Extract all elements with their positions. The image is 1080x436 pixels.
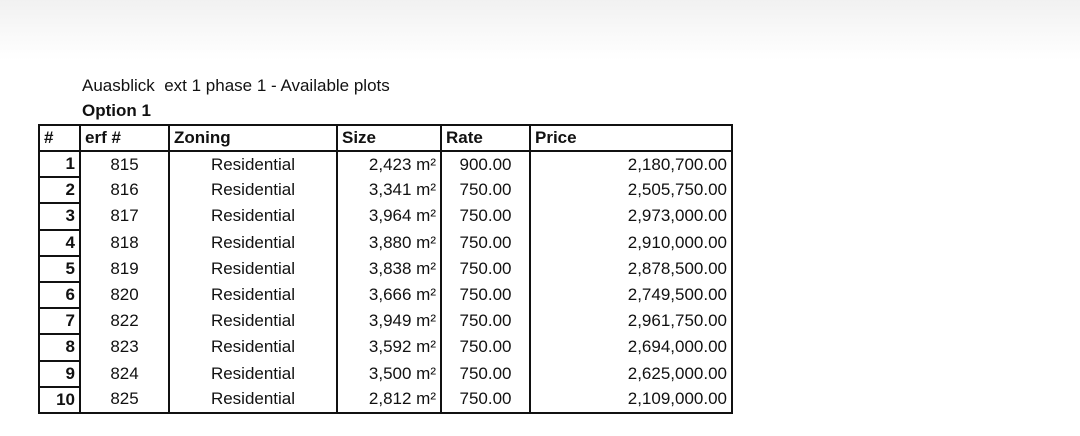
cell-price: 2,505,750.00: [530, 177, 732, 203]
table-body: [39, 151, 732, 413]
table-row: [39, 334, 732, 360]
cell-number: 1: [39, 151, 80, 177]
cell-rate: 750.00: [441, 387, 530, 413]
cell-erf: 822: [80, 308, 169, 334]
cell-rate: 750.00: [441, 177, 530, 203]
option-heading: Option 1: [82, 101, 151, 120]
cell-erf: 819: [80, 256, 169, 282]
cell-size: 3,341 m²: [337, 177, 441, 203]
cell-zoning: Residential: [169, 387, 337, 413]
table-row: [39, 203, 732, 229]
cell-zoning: Residential: [169, 177, 337, 203]
table-header-row: [39, 125, 732, 151]
table-row: [39, 308, 732, 334]
cell-size: 3,666 m²: [337, 282, 441, 308]
header-price: Price: [530, 125, 732, 151]
cell-price: 2,973,000.00: [530, 203, 732, 229]
cell-zoning: Residential: [169, 256, 337, 282]
cell-rate: 750.00: [441, 256, 530, 282]
cell-number: 8: [39, 334, 80, 360]
cell-number: 9: [39, 361, 80, 387]
cell-price: 2,694,000.00: [530, 334, 732, 360]
cell-number: 2: [39, 177, 80, 203]
table-row: [39, 151, 732, 177]
cell-erf: 818: [80, 230, 169, 256]
cell-zoning: Residential: [169, 361, 337, 387]
cell-size: 3,592 m²: [337, 334, 441, 360]
background-band: [0, 0, 1080, 60]
cell-size: 2,812 m²: [337, 387, 441, 413]
cell-size: 3,964 m²: [337, 203, 441, 229]
table-row: [39, 282, 732, 308]
cell-erf: 823: [80, 334, 169, 360]
document-title: Auasblick ext 1 phase 1 - Available plots: [82, 76, 390, 95]
table-row: [39, 387, 732, 413]
cell-rate: 750.00: [441, 203, 530, 229]
table-row: [39, 361, 732, 387]
cell-rate: 900.00: [441, 151, 530, 177]
header-erf: erf #: [80, 125, 169, 151]
cell-size: 3,500 m²: [337, 361, 441, 387]
cell-erf: 820: [80, 282, 169, 308]
cell-erf: 816: [80, 177, 169, 203]
cell-price: 2,109,000.00: [530, 387, 732, 413]
header-rate: Rate: [441, 125, 530, 151]
cell-erf: 817: [80, 203, 169, 229]
cell-rate: 750.00: [441, 334, 530, 360]
cell-erf: 825: [80, 387, 169, 413]
cell-number: 3: [39, 203, 80, 229]
cell-zoning: Residential: [169, 230, 337, 256]
cell-price: 2,180,700.00: [530, 151, 732, 177]
cell-price: 2,625,000.00: [530, 361, 732, 387]
cell-rate: 750.00: [441, 230, 530, 256]
cell-size: 3,949 m²: [337, 308, 441, 334]
cell-price: 2,878,500.00: [530, 256, 732, 282]
cell-price: 2,749,500.00: [530, 282, 732, 308]
header-size: Size: [337, 125, 441, 151]
cell-zoning: Residential: [169, 151, 337, 177]
cell-erf: 815: [80, 151, 169, 177]
cell-zoning: Residential: [169, 203, 337, 229]
cell-size: 3,838 m²: [337, 256, 441, 282]
cell-number: 7: [39, 308, 80, 334]
cell-number: 6: [39, 282, 80, 308]
plots-table: [38, 124, 733, 414]
cell-number: 10: [39, 387, 80, 413]
cell-price: 2,961,750.00: [530, 308, 732, 334]
cell-price: 2,910,000.00: [530, 230, 732, 256]
table-row: [39, 230, 732, 256]
cell-zoning: Residential: [169, 308, 337, 334]
cell-erf: 824: [80, 361, 169, 387]
header-zoning: Zoning: [169, 125, 337, 151]
cell-number: 4: [39, 230, 80, 256]
cell-size: 2,423 m²: [337, 151, 441, 177]
cell-number: 5: [39, 256, 80, 282]
cell-rate: 750.00: [441, 361, 530, 387]
cell-zoning: Residential: [169, 282, 337, 308]
cell-rate: 750.00: [441, 308, 530, 334]
header-number: #: [39, 125, 80, 151]
cell-rate: 750.00: [441, 282, 530, 308]
cell-zoning: Residential: [169, 334, 337, 360]
table-row: [39, 177, 732, 203]
cell-size: 3,880 m²: [337, 230, 441, 256]
table-row: [39, 256, 732, 282]
